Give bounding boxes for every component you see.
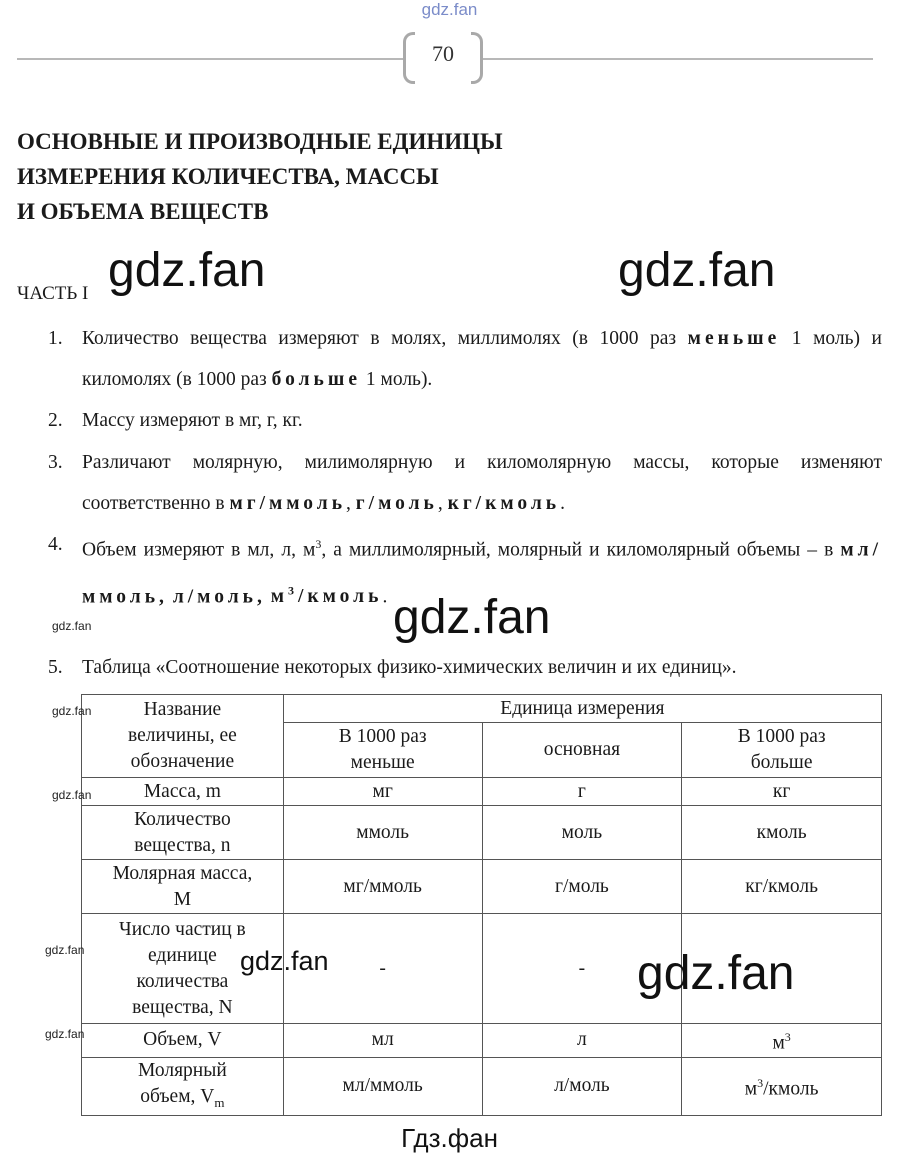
item-number: 1. [48, 328, 63, 349]
header-units: Единица измерения [283, 695, 881, 723]
watermark-small: gdz.fan [45, 1027, 85, 1041]
unit-emphasis: $м^3$/кмоль [270, 583, 383, 607]
unit-cell: $м^3$/кмоль [682, 1057, 882, 1116]
watermark-small: gdz.fan [52, 704, 92, 718]
unit-cell: л [482, 1024, 682, 1058]
item-number: 3. [48, 452, 63, 473]
unit-cell: - [482, 914, 682, 1024]
unit-emphasis: кг/кмоль [447, 493, 561, 514]
watermark: gdz.fan [108, 244, 266, 297]
unit-cell: ммоль [283, 806, 482, 860]
quantity-cell: Число частиц в единице количества вещества, N [82, 914, 284, 1024]
table-row [82, 806, 882, 860]
page-number: 70 [432, 41, 454, 66]
unit-cell: мг/ммоль [283, 860, 482, 914]
table-row [82, 1057, 882, 1116]
title-line: ИЗМЕРЕНИЯ КОЛИЧЕСТВА, МАССЫ [17, 164, 439, 189]
list-item-1 [48, 318, 882, 400]
watermark: gdz.fan [637, 947, 795, 1000]
item-text: Таблица «Соотношение некоторых физико-химических величин и их единиц». [82, 657, 737, 678]
quantity-cell: Масса, m [82, 778, 284, 806]
header-less: В 1000 раз меньше [283, 723, 482, 778]
list-item-3 [48, 442, 882, 524]
unit-cell: кг/кмоль [682, 860, 882, 914]
item-number: 2. [48, 410, 63, 431]
watermark-small: gdz.fan [52, 788, 92, 802]
header-main: основная [482, 723, 682, 778]
table-row [82, 1024, 882, 1058]
quantity-cell: Объем, V [82, 1024, 284, 1058]
unit-emphasis: мг/ммоль [229, 493, 347, 514]
unit-emphasis: л/моль, [172, 586, 266, 607]
item-text: Объем измеряют в мл, л, $м^3$, а миллимолярный, молярный и киломолярный объемы – в мл/ммоль, л/моль, $м^3$/кмоль. [82, 537, 882, 607]
watermark: gdz.fan [240, 946, 329, 976]
units-table [81, 694, 882, 1116]
table-row [82, 860, 882, 914]
item-number: 4. [48, 534, 63, 555]
unit-emphasis: мл/ммоль, [82, 539, 882, 607]
quantity-cell: Молярная масса, M [82, 860, 284, 914]
unit-cell: $м^3$ [682, 1024, 882, 1058]
watermark-small: gdz.fan [45, 943, 85, 957]
part-label: ЧАСТЬ I [17, 283, 89, 304]
item-number: 5. [48, 657, 63, 678]
watermark: gdz.fan [393, 591, 551, 644]
list-item-2 [48, 400, 882, 441]
section-title [17, 124, 503, 229]
quantity-cell: Молярный объем, $V_m$ [82, 1057, 284, 1116]
unit-cell: мг [283, 778, 482, 806]
watermark: gdz.fan [618, 244, 776, 297]
unit-cell: л/моль [482, 1057, 682, 1116]
header-rule-left [17, 58, 403, 60]
unit-cell: моль [482, 806, 682, 860]
quantity-cell: Количество вещества, n [82, 806, 284, 860]
watermark-small: gdz.fan [52, 619, 92, 633]
unit-cell: г/моль [482, 860, 682, 914]
item-text: Различают молярную, милимолярную и киломолярную массы, которые изменяют соответственно в мг/ммоль, г/моль, кг/кмоль. [82, 452, 882, 514]
unit-cell: г [482, 778, 682, 806]
unit-cell: мл/ммоль [283, 1057, 482, 1116]
unit-cell: кг [682, 778, 882, 806]
table-row [82, 778, 882, 806]
footer-watermark: Гдз.фан [401, 1123, 498, 1153]
unit-cell: - [283, 914, 482, 1024]
header-quantity-name: Название величины, ее обозначение [82, 695, 284, 778]
title-line: И ОБЪЕМА ВЕЩЕСТВ [17, 199, 269, 224]
unit-cell: мл [283, 1024, 482, 1058]
emphasis-word: меньше [687, 328, 781, 349]
unit-emphasis: г/моль [355, 493, 438, 514]
header-rule-right [483, 58, 873, 60]
top-watermark: gdz.fan [421, 0, 478, 19]
item-text: Количество вещества измеряют в молях, миллимолях (в 1000 раз меньше 1 моль) и киломолях (в 1000 раз больше 1 моль). [82, 328, 882, 390]
unit-cell: кмоль [682, 806, 882, 860]
list-item-5 [48, 647, 882, 688]
item-text: Массу измеряют в мг, г, кг. [82, 410, 303, 431]
header-more: В 1000 раз больше [682, 723, 882, 778]
emphasis-word: больше [271, 369, 361, 390]
title-line: ОСНОВНЫЕ И ПРОИЗВОДНЫЕ ЕДИНИЦЫ [17, 129, 503, 154]
